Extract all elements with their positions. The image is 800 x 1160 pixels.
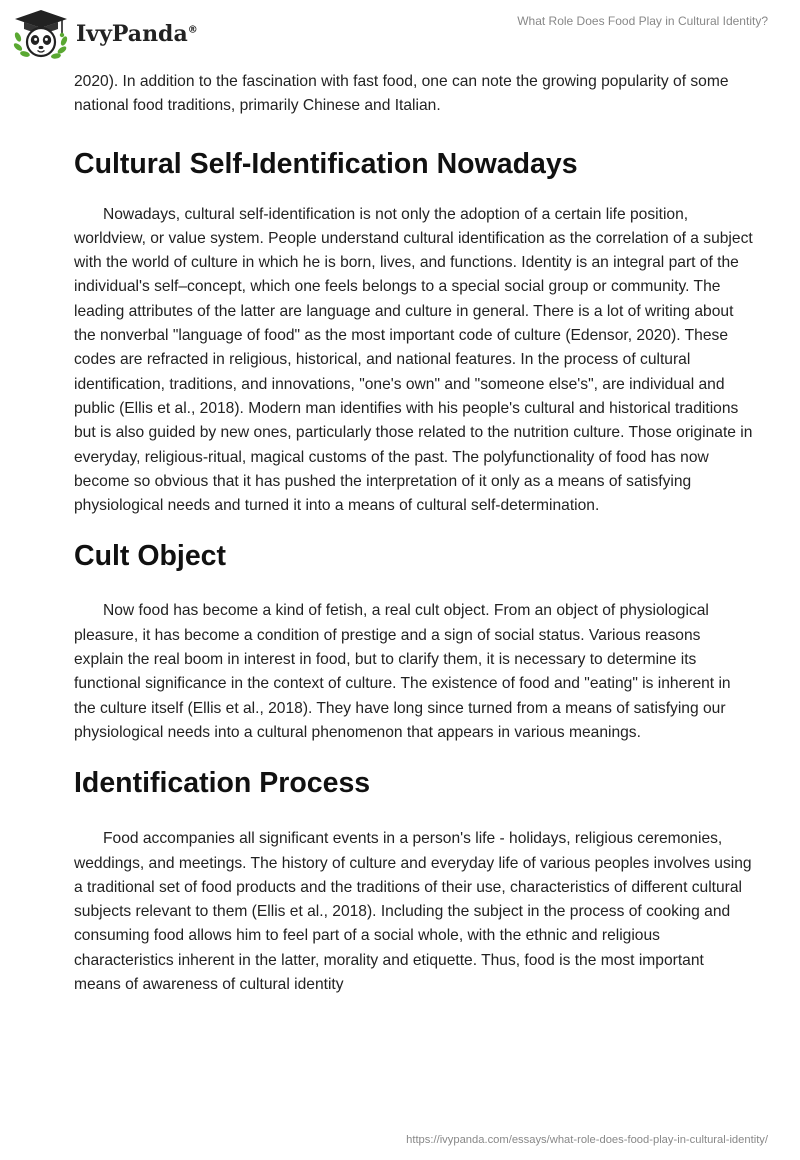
logo-wordmark xyxy=(76,23,198,45)
article-body xyxy=(74,70,754,997)
section-heading-identification-process: Identification Process xyxy=(74,767,371,800)
registered-mark: ® xyxy=(187,24,198,36)
page-header xyxy=(0,0,800,70)
panda-graduate-icon xyxy=(12,8,70,60)
section-paragraph-self-identification: Nowadays, cultural self-identification is not only the adoption of a certain life position, worldview, or value system. People understand cultural identification as the correlation of a subject with the world of culture in which he is born, lives, and functions. Identity is an integral part of the individual's self–concept, which one feels belongs to a special social group or community. The leading attributes of the latter are language and culture in general. There is a lot of writing about the nonverbal "language of food" as the most important code of culture (Edensor, 2020). These codes are refracted in religious, historical, and national features. In the process of cultural identification, traditions, and innovations, "one's own" and "someone else's", are individual and public (Ellis et al., 2018). Modern man identifies with his people's cultural and historical traditions but is also guided by new ones, particularly those related to the nutrition culture. Those originate in everyday, religious-ritual, magical customs of the past. The polyfunctionality of food has now become so obvious that it has pushed the interpretation of it only as a means of satisfying physiological needs and turned it into a means of cultural self-determination. xyxy=(74,205,753,515)
section-paragraph-cult-object: Now food has become a kind of fetish, a real cult object. From an object of physiological pleasure, it has become a condition of prestige and a sign of social status. Various reasons explain the real boom in interest in food, but to clarify them, it is necessary to determine its functional significance in the context of culture. The existence of food and "eating" is inherent in the culture itself (Ellis et al., 2018). They have long since turned from a means of satisfying our physiological needs into a cultural phenomenon that appears in various meanings. xyxy=(74,602,731,741)
ivypanda-logo[interactable] xyxy=(12,8,198,60)
section-heading-self-identification: Cultural Self-Identification Nowadays xyxy=(74,147,578,180)
section-paragraph-identification-process: Food accompanies all significant events in a person's life - holidays, religious ceremonies, weddings, and meetings. The history of culture and everyday life of various peoples involves using a traditional set of food products and the traditions of their use, characteristics of different cultural subjects relevant to them (Ellis et al., 2018). Including the subject in the process of cooking and consuming food allows him to feel part of a social whole, with the ethnic and religious characteristics inherent in the latter, morality and etiquette. Thus, food is the most important means of awareness of cultural identity xyxy=(74,830,752,994)
document-title: What Role Does Food Play in Cultural Identity? xyxy=(517,14,768,28)
source-url-link[interactable]: https://ivypanda.com/essays/what-role-does-food-play-in-cultural-identity/ xyxy=(406,1134,768,1146)
intro-paragraph: 2020). In addition to the fascination with fast food, one can note the growing popularity of some national food traditions, primarily Chinese and Italian. xyxy=(74,73,729,115)
logo-name: IvyPanda xyxy=(76,21,188,47)
section-heading-cult-object: Cult Object xyxy=(74,540,227,573)
